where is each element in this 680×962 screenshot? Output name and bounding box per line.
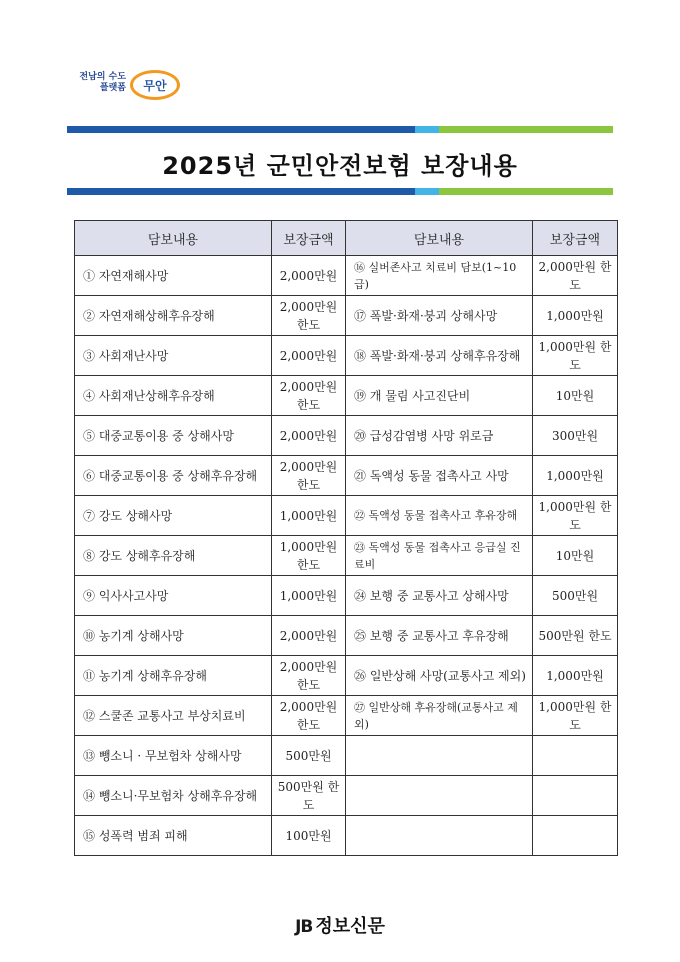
coverage-table — [74, 220, 618, 856]
header-coverage-right: 담보내용 — [346, 221, 533, 256]
table-row — [75, 536, 618, 576]
coverage-item-left: ⑧ 강도 상해후유장해 — [75, 536, 272, 576]
coverage-amount-left: 2,000만원 한도 — [272, 456, 346, 496]
coverage-item-right: ⑲ 개 물림 사고진단비 — [346, 376, 533, 416]
page-title: 2025년 군민안전보험 보장내용 — [162, 152, 518, 180]
table-row — [75, 336, 618, 376]
header-amount-left: 보장금액 — [272, 221, 346, 256]
coverage-amount-left: 2,000만원 — [272, 336, 346, 376]
table-row — [75, 736, 618, 776]
table-row — [75, 456, 618, 496]
coverage-item-left: ⑮ 성폭력 범죄 피해 — [75, 816, 272, 856]
bottom-divider-bar — [67, 188, 613, 195]
coverage-amount-right: 500만원 — [533, 576, 618, 616]
coverage-item-left: ② 자연재해상해후유장해 — [75, 296, 272, 336]
coverage-amount-left: 2,000만원 — [272, 416, 346, 456]
coverage-amount-right: 300만원 — [533, 416, 618, 456]
coverage-item-left: ⑪ 농기계 상해후유장해 — [75, 656, 272, 696]
coverage-amount-right: 10만원 — [533, 536, 618, 576]
coverage-item-right: ⑯ 실버존사고 치료비 담보(1~10급) — [346, 256, 533, 296]
coverage-amount-right — [533, 776, 618, 816]
coverage-item-left: ⑥ 대중교통이용 중 상해후유장해 — [75, 456, 272, 496]
header-amount-right: 보장금액 — [533, 221, 618, 256]
coverage-amount-right: 1,000만원 — [533, 296, 618, 336]
coverage-item-right: ㉖ 일반상해 사망(교통사고 제외) — [346, 656, 533, 696]
coverage-amount-right — [533, 736, 618, 776]
coverage-item-right: ㉗ 일반상해 후유장해(교통사고 제외) — [346, 696, 533, 736]
logo-badge: 무안 — [130, 70, 180, 100]
coverage-amount-left: 500만원 한도 — [272, 776, 346, 816]
coverage-item-right: ⑱ 폭발·화재·붕괴 상해후유장해 — [346, 336, 533, 376]
coverage-amount-left: 1,000만원 한도 — [272, 536, 346, 576]
publisher-footer — [0, 912, 680, 938]
publisher-mark: JB — [295, 917, 313, 937]
table-row — [75, 496, 618, 536]
coverage-amount-right: 10만원 — [533, 376, 618, 416]
table-row — [75, 416, 618, 456]
coverage-item-right — [346, 776, 533, 816]
coverage-item-right: ㉓ 독액성 동물 접촉사고 응급실 진료비 — [346, 536, 533, 576]
coverage-item-right: ㉑ 독액성 동물 접촉사고 사망 — [346, 456, 533, 496]
coverage-amount-right: 1,000만원 — [533, 656, 618, 696]
coverage-amount-right: 500만원 한도 — [533, 616, 618, 656]
publisher-name: 정보신문 — [315, 916, 385, 937]
muan-logo — [66, 70, 186, 106]
coverage-item-left: ⑦ 강도 상해사망 — [75, 496, 272, 536]
coverage-item-right — [346, 816, 533, 856]
table-row — [75, 776, 618, 816]
coverage-item-left: ④ 사회재난상해후유장해 — [75, 376, 272, 416]
coverage-item-right: ㉕ 보행 중 교통사고 후유장해 — [346, 616, 533, 656]
coverage-item-right: ㉒ 독액성 동물 접촉사고 후유장해 — [346, 496, 533, 536]
coverage-item-right: ⑰ 폭발·화재·붕괴 상해사망 — [346, 296, 533, 336]
coverage-amount-left: 2,000만원 한도 — [272, 296, 346, 336]
coverage-amount-left: 100만원 — [272, 816, 346, 856]
coverage-amount-right: 1,000만원 한도 — [533, 496, 618, 536]
table-row — [75, 616, 618, 656]
coverage-amount-left: 1,000만원 — [272, 576, 346, 616]
table-row — [75, 816, 618, 856]
coverage-item-left: ③ 사회재난사망 — [75, 336, 272, 376]
coverage-item-left: ⑭ 뺑소니·무보험차 상해후유장해 — [75, 776, 272, 816]
coverage-item-left: ① 자연재해사망 — [75, 256, 272, 296]
coverage-amount-left: 2,000만원 한도 — [272, 376, 346, 416]
coverage-amount-left: 2,000만원 한도 — [272, 656, 346, 696]
logo-slogan: 전남의 수도 플랫폼 — [79, 72, 126, 93]
coverage-amount-left: 500만원 — [272, 736, 346, 776]
coverage-amount-right: 1,000만원 한도 — [533, 696, 618, 736]
table-row — [75, 656, 618, 696]
coverage-amount-right: 1,000만원 한도 — [533, 336, 618, 376]
table-row — [75, 576, 618, 616]
coverage-item-left: ⑨ 익사사고사망 — [75, 576, 272, 616]
coverage-amount-left: 2,000만원 — [272, 616, 346, 656]
coverage-amount-right: 2,000만원 한도 — [533, 256, 618, 296]
table-header-row — [75, 221, 618, 256]
coverage-item-right: ⑳ 급성감염병 사망 위로금 — [346, 416, 533, 456]
coverage-amount-right: 1,000만원 — [533, 456, 618, 496]
coverage-amount-left: 1,000만원 — [272, 496, 346, 536]
table-row — [75, 696, 618, 736]
coverage-item-left: ⑤ 대중교통이용 중 상해사망 — [75, 416, 272, 456]
coverage-item-right: ㉔ 보행 중 교통사고 상해사망 — [346, 576, 533, 616]
coverage-amount-left: 2,000만원 한도 — [272, 696, 346, 736]
table-row — [75, 256, 618, 296]
coverage-item-right — [346, 736, 533, 776]
coverage-item-left: ⑫ 스쿨존 교통사고 부상치료비 — [75, 696, 272, 736]
table-row — [75, 376, 618, 416]
table-row — [75, 296, 618, 336]
coverage-amount-right — [533, 816, 618, 856]
coverage-amount-left: 2,000만원 — [272, 256, 346, 296]
coverage-item-left: ⑩ 농기계 상해사망 — [75, 616, 272, 656]
header-coverage-left: 담보내용 — [75, 221, 272, 256]
coverage-item-left: ⑬ 뺑소니 · 무보험차 상해사망 — [75, 736, 272, 776]
top-divider-bar — [67, 126, 613, 133]
